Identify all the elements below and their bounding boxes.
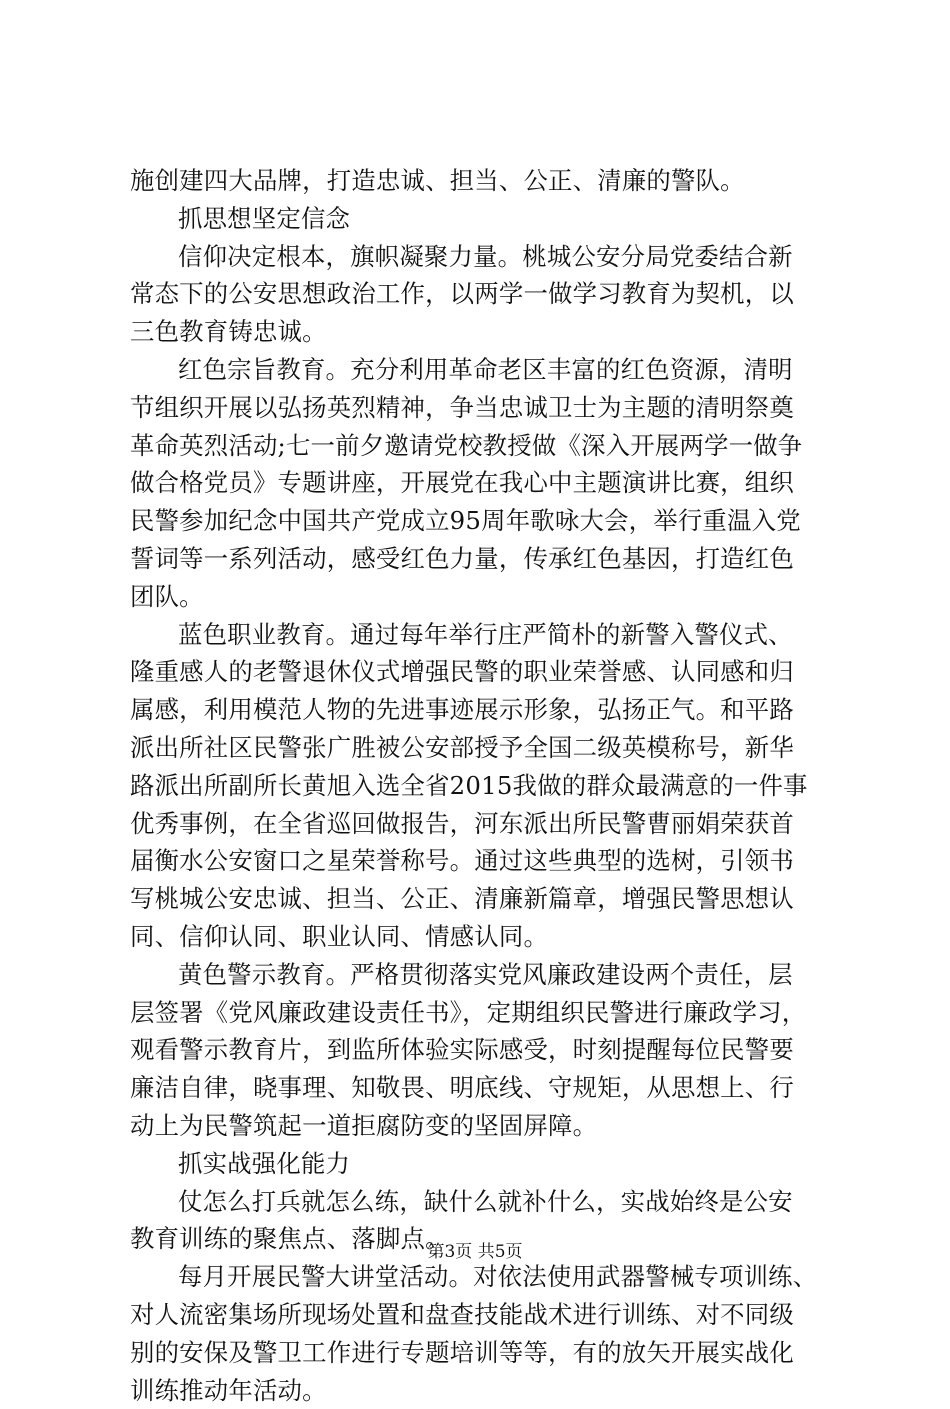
text-line: 写桃城公安忠诚、担当、公正、清廉新篇章，增强民警思想认 [130,880,850,918]
text-line: 民警参加纪念中国共产党成立95周年歌咏大会，举行重温入党 [130,502,850,540]
text-line: 隆重感人的老警退休仪式增强民警的职业荣誉感、认同感和归 [130,653,850,691]
text-line: 抓实战强化能力 [130,1145,850,1183]
text-line: 团队。 [130,578,850,616]
text-line: 抓思想坚定信念 [130,200,850,238]
text-line: 对人流密集场所现场处置和盘查技能战术进行训练、对不同级 [130,1296,850,1334]
text-line: 属感，利用模范人物的先进事迹展示形象，弘扬正气。和平路 [130,691,850,729]
text-line: 仗怎么打兵就怎么练，缺什么就补什么，实战始终是公安 [130,1183,850,1221]
text-line: 常态下的公安思想政治工作，以两学一做学习教育为契机，以 [130,275,850,313]
text-line: 层签署《党风廉政建设责任书》，定期组织民警进行廉政学习， [130,994,850,1032]
text-line: 派出所社区民警张广胜被公安部授予全国二级英模称号，新华 [130,729,850,767]
text-line: 革命英烈活动;七一前夕邀请党校教授做《深入开展两学一做争 [130,427,850,465]
text-line: 誓词等一系列活动，感受红色力量，传承红色基因，打造红色 [130,540,850,578]
text-line: 三色教育铸忠诚。 [130,313,850,351]
text-line: 同、信仰认同、职业认同、情感认同。 [130,918,850,956]
text-line: 观看警示教育片，到监所体验实际感受，时刻提醒每位民警要 [130,1031,850,1069]
text-line: 别的安保及警卫工作进行专题培训等等，有的放矢开展实战化 [130,1334,850,1372]
text-line: 优秀事例，在全省巡回做报告，河东派出所民警曹丽娟荣获首 [130,805,850,843]
text-line: 做合格党员》专题讲座，开展党在我心中主题演讲比赛，组织 [130,464,850,502]
text-line: 动上为民警筑起一道拒腐防变的坚固屏障。 [130,1107,850,1145]
text-line: 信仰决定根本，旗帜凝聚力量。桃城公安分局党委结合新 [130,238,850,276]
text-line: 届衡水公安窗口之星荣誉称号。通过这些典型的选树，引领书 [130,842,850,880]
text-line: 每月开展民警大讲堂活动。对依法使用武器警械专项训练、 [130,1258,850,1296]
text-line: 教育训练的聚焦点、落脚点。 [130,1220,850,1258]
text-line: 红色宗旨教育。充分利用革命老区丰富的红色资源，清明 [130,351,850,389]
document-body [130,162,850,1409]
text-line: 节组织开展以弘扬英烈精神，争当忠诚卫士为主题的清明祭奠 [130,389,850,427]
text-line: 施创建四大品牌，打造忠诚、担当、公正、清廉的警队。 [130,162,850,200]
text-line: 蓝色职业教育。通过每年举行庄严简朴的新警入警仪式、 [130,616,850,654]
text-line: 廉洁自律，晓事理、知敬畏、明底线、守规矩，从思想上、行 [130,1069,850,1107]
text-line: 路派出所副所长黄旭入选全省2015我做的群众最满意的一件事 [130,767,850,805]
page-footer: 第3页 共5页 [0,1241,950,1263]
text-line: 黄色警示教育。严格贯彻落实党风廉政建设两个责任，层 [130,956,850,994]
text-line: 训练推动年活动。 [130,1372,850,1409]
